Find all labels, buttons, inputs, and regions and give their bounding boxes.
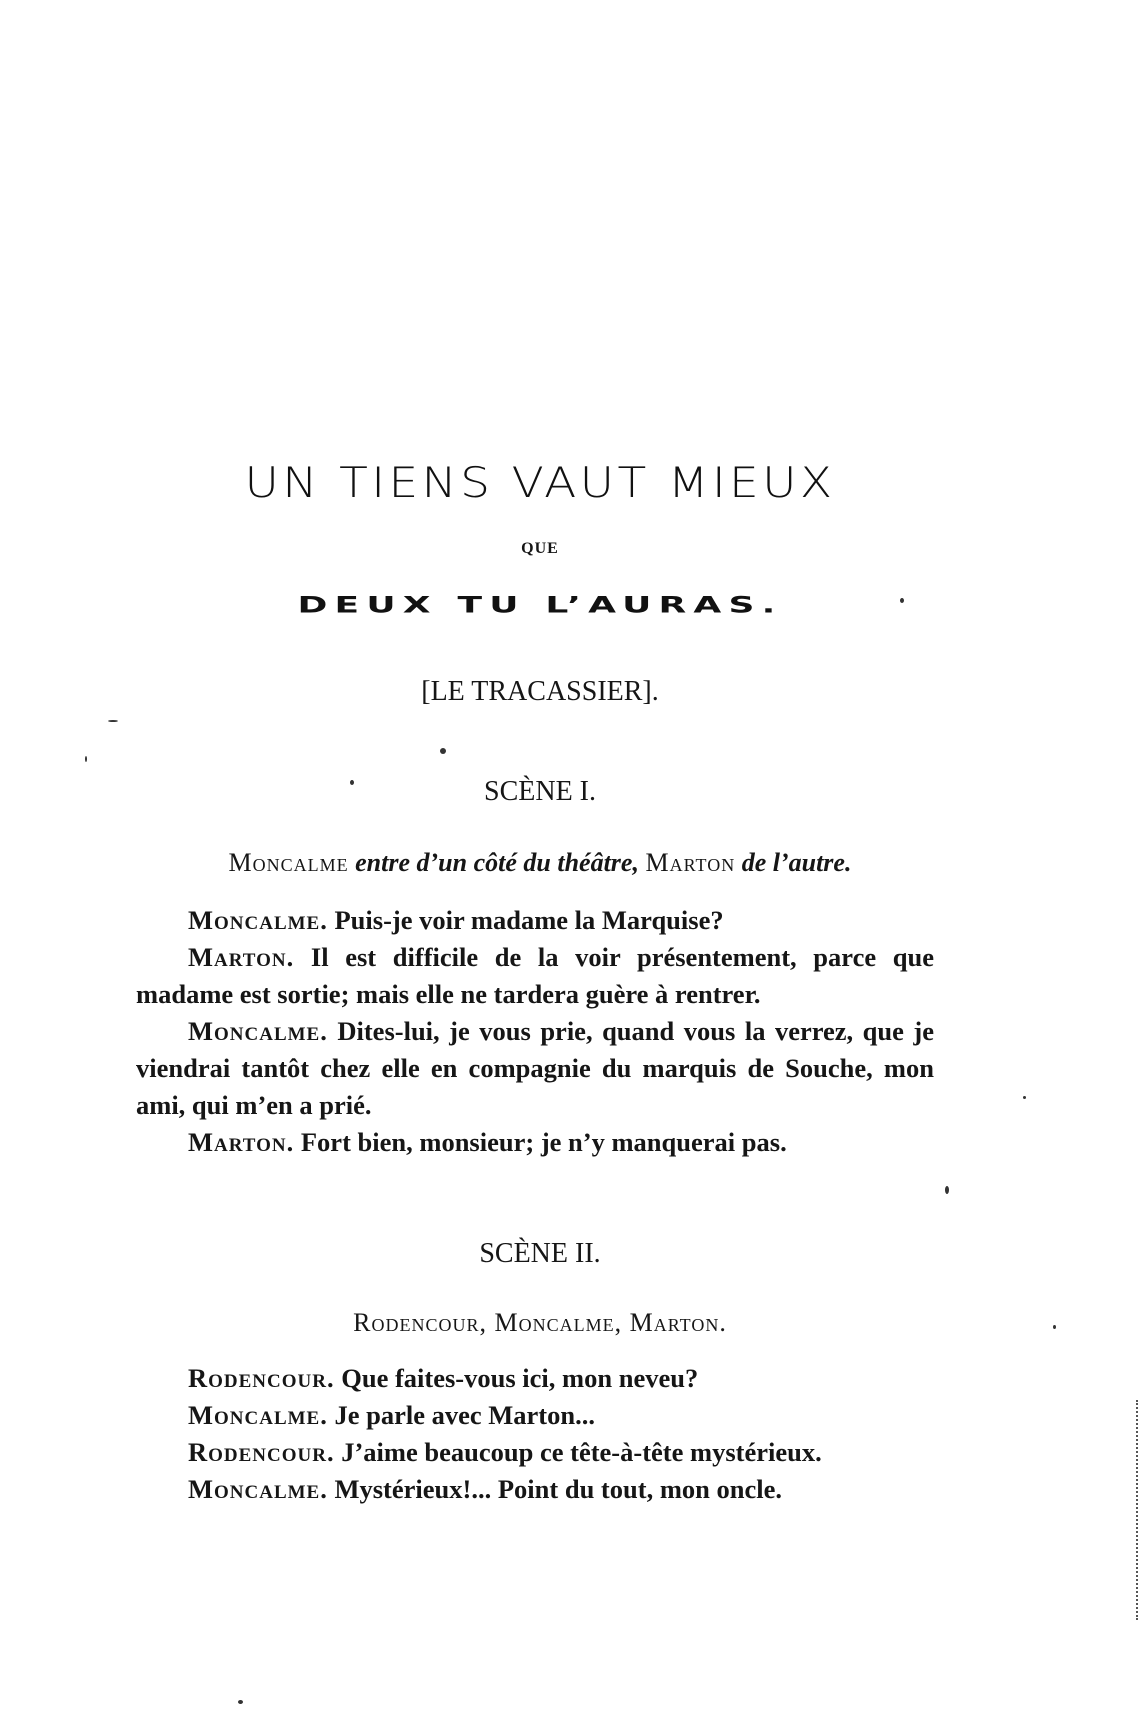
dialogue-line (136, 1397, 934, 1434)
page-edge (1136, 1400, 1140, 1620)
scan-speck (945, 1186, 949, 1194)
dialogue-line (136, 902, 934, 939)
line-text: Dites-lui, je vous prie, quand vous la verrez, que je viendrai tantôt chez elle en compagnie du marquis de Souche, mon ami, qui m’en a prié. (136, 1016, 934, 1120)
speaker-name: Moncalme. (188, 1474, 328, 1504)
scan-speck (350, 780, 354, 785)
scan-speck (440, 748, 446, 754)
scan-speck (900, 598, 904, 603)
line-text: Je parle avec Marton... (327, 1400, 595, 1430)
scene-2-dialogue (136, 1360, 934, 1508)
play-subtitle: [LE TRACASSIER]. (421, 676, 659, 707)
dialogue-line (136, 1360, 934, 1397)
line-text: Puis-je voir madame la Marquise? (327, 905, 724, 935)
scan-speck (238, 1700, 243, 1704)
scan-speck (1053, 1325, 1056, 1329)
stage-character: Marton (645, 848, 736, 877)
scan-speck (108, 720, 118, 722)
scene-1-stage-direction (0, 848, 1080, 878)
speaker-name: Marton. (188, 1127, 295, 1157)
speaker-name: Moncalme. (188, 1400, 328, 1430)
play-title-line1: UN TIENS VAUT MIEUX (244, 458, 836, 507)
line-text: Il est difficile de la voir présentement, parce que madame est sortie; mais elle ne tardera guère à rentrer. (136, 942, 934, 1009)
scene-1-dialogue (136, 902, 934, 1161)
speaker-name: Moncalme. (188, 1016, 328, 1046)
dialogue-line (136, 1471, 934, 1508)
speaker-name: Rodencour. (188, 1437, 335, 1467)
scan-speck (85, 756, 87, 762)
title-connector: QUE (521, 540, 559, 557)
play-title-line2: DEUX TU L’AURAS. (297, 592, 783, 619)
line-text: J’aime beaucoup ce tête-à-tête mystérieux. (334, 1437, 822, 1467)
scene-2-title: SCÈNE II. (479, 1238, 601, 1269)
line-text: Mystérieux!... Point du tout, mon oncle. (327, 1474, 783, 1504)
stage-text: entre d’un côté du théâtre, (348, 848, 646, 877)
speaker-name: Moncalme. (188, 905, 328, 935)
scene-1-title: SCÈNE I. (484, 776, 596, 807)
dialogue-line (136, 1124, 934, 1161)
dialogue-line (136, 1013, 934, 1124)
stage-text: de l’autre. (735, 848, 852, 877)
line-text: Que faites-vous ici, mon neveu? (334, 1363, 699, 1393)
dialogue-line (136, 939, 934, 1013)
dialogue-line (136, 1434, 934, 1471)
scene-2-stage-direction: Rodencour, Moncalme, Marton. (353, 1308, 727, 1337)
speaker-name: Rodencour. (188, 1363, 335, 1393)
scan-speck (1023, 1096, 1026, 1099)
stage-character: Moncalme (228, 848, 349, 877)
line-text: Fort bien, monsieur; je n’y manquerai pas. (294, 1127, 787, 1157)
speaker-name: Marton. (188, 942, 295, 972)
